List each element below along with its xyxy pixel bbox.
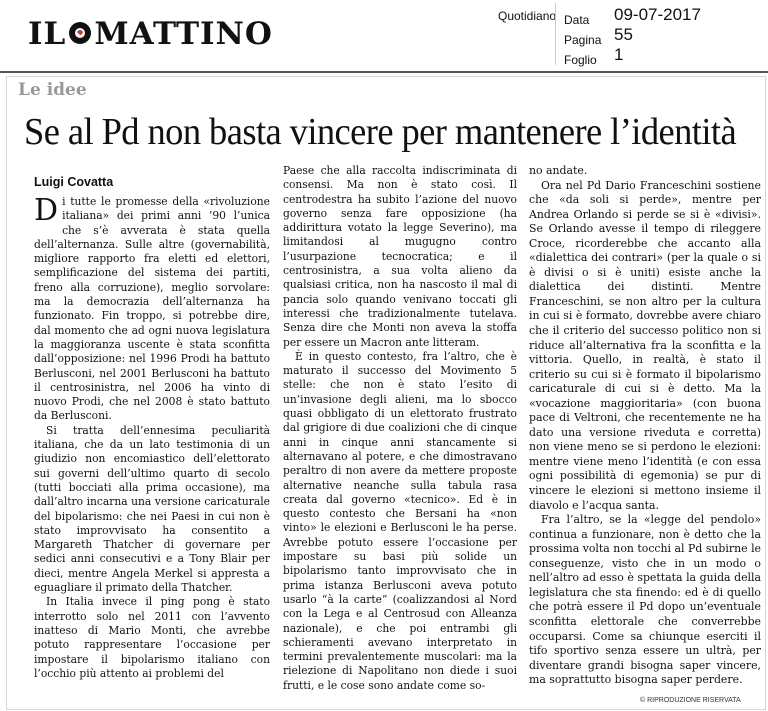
logo-text-il: IL — [28, 16, 67, 52]
meta-label-page: Pagina — [564, 33, 602, 47]
meta-label-sheet: Foglio — [564, 53, 597, 67]
article-column-1 — [34, 195, 270, 681]
masthead — [0, 0, 768, 70]
masthead-divider — [0, 71, 768, 73]
paragraph-3: In Italia invece il ping pong è stato interrotto solo nel 2011 con l’avvento inatteso di Mario Monti, che avrebbe potuto rappresentare l’occasione per impostare il bipolarismo italiano con l’occhio più attento ai problemi del — [34, 595, 270, 680]
author-byline: Luigi Covatta — [34, 175, 114, 189]
paragraph-4: Paese che alla raccolta indiscriminata di consensi. Ma non è stato così. Il centrodestra ha subito l’azione del nuovo governo senza fare opposizione (ha addirittura votato la legge Severino), ma limitandosi al mugugno contro l’usurpazione tecnocratica; e il centrosinistra, a sua volta alieno da qualsiasi critica, non ha nascosto il mal di pancia solo quando venivano toccati gli interessi che tradizionalmente tutelava. Senza dire che Monti non aveva la stoffa per essere un Macron ante litteram. — [283, 164, 517, 349]
meta-label-date: Data — [564, 13, 590, 27]
paragraph-8: Fra l’altro, se la «legge del pendolo» continua a funzionare, non è detto che la prossima volta non tocchi al Pd subirne le conseguenze, visto che in un modo o nell’altro ad esso è spettata la guida della legislatura che sta finendo: ed è di quello che potrà essere il Pd dopo un’eventuale sconfitta elettorale che converrebbe occuparsi. Come sa chiunque eserciti il tifo sportivo senza essere un ultrà, per diventare grandi bisogna saper vincere, ma soprattutto bisogna saper perdere. — [529, 513, 761, 687]
paragraph-6: no andate. — [529, 164, 588, 177]
rubric: Le idee — [18, 80, 87, 100]
paragraph-1: Di tutte le promesse della «rivoluzione italiana» dei primi anni ’90 l’unica che s’è avverata è stata quella dell’alternanza. Sulle altre (governabilità, migliore rapporto fra eletti ed elettori, semplificazione del sistema dei partiti, freno alla corruzione), meglio sorvolare: ma la democrazia dell’alternanza ha funzionato. Fin troppo, si potrebbe dire, dal momento che ad ogni nuova legislatura la maggioranza uscente è stata sconfitta dall’opposizione: nel 1996 Prodi ha battuto Berlusconi, nel 2001 Berlusconi ha battuto il centrosinistra, nel 2006 ha vinto di nuovo Prodi, che nel 2008 è stato battuto da Berlusconi. — [34, 193, 270, 423]
section-label: Quotidiano — [498, 9, 557, 23]
article-column-3 — [529, 164, 761, 688]
newspaper-logo — [28, 16, 273, 52]
paragraph-5: È in questo contesto, fra l’altro, che è maturato il successo del Movimento 5 stelle: che non è stato l’esito di un’invasione degli alieni, ma lo sbocco quasi obbligato di un elettorato frustrato dal grigiore di due coalizioni che di cinque anni in cinque anni stancamente si alternavano al potere, e che dimostravano peraltro di non avere da mettere proposte alternative neanche sulla tabula rasa creata dal governo «tecnico». Ed è in questo contesto che Bersani ha «non vinto» le elezioni e Berlusconi le ha perse. Avrebbe potuto essere l’occasione per impostare su basi più solide un bipolarismo tanto improvvisato che in prima istanza Berlusconi aveva potuto usarlo “à la carte” (coalizzandosi al Nord con la Lega e al Centrosud con Alleanza nazionale), e che poi entrambi gli schieramenti avevano interpretato in termini prevalentemente muscolari: ma la rielezione di Napolitano non diede i suoi frutti, e le cose sono andate come so- — [283, 349, 517, 692]
logo-text-mattino: MATTINO — [94, 16, 273, 52]
rooster-icon — [67, 20, 93, 46]
publication-meta — [555, 3, 766, 65]
headline: Se al Pd non basta vincere per mantenere l’identità — [24, 111, 737, 153]
paragraph-7: Ora nel Pd Dario Franceschini sostiene che «da soli si perde», mentre per Andrea Orlando si perde se si è «divisi». Se Orlando avesse il tempo di rileggere Croce, ricorderebbe che accanto alla «dialettica dei contrari» (per la quale o si è divisi o si è uniti) esiste anche la dialettica dei distinti. Mentre Franceschini, se non altro per la cultura in cui si è formato, dovrebbe avere chiaro che il criterio del successo politico non si riduce all’alternativa fra la sconfitta e la vittoria. Quello, in realtà, è stato il criterio su cui si è formato il bipolarismo caricaturale di cui si è detto. Ma la «vocazione maggioritaria» (con buona pace di Veltroni, che recentemente ne ha dato una versione riveduta e corretta) non viene meno se si perdono le elezioni: mentre viene meno l’identità (e con essa ogni possibilità di egemonia) se pur di vincere le elezioni si mettono insieme il diavolo e l’acqua santa. — [529, 178, 761, 512]
drop-cap: D — [34, 193, 59, 228]
copyright-notice: © RIPRODUZIONE RISERVATA — [640, 697, 741, 704]
article-column-2 — [283, 164, 517, 693]
paragraph-2: Si tratta dell’ennesima peculiarità italiana, che da un lato testimonia di un giudizio non encomiastico dell’elettorato sui governi dell’ultimo quarto di secolo (tutti bocciati alla prima occasione), ma dall’altro incarna una versione caricaturale del bipolarismo: che nei Paesi in cui non è stato improvvisato ha consentito a Margareth Thatcher di governare per sedici anni consecutivi e a Tony Blair per dieci, mentre Angela Merkel si appresta a eguagliare il primato della Thatcher. — [34, 423, 270, 595]
meta-value-date: 09-07-2017 — [614, 5, 701, 24]
meta-value-page: 55 — [614, 25, 633, 44]
meta-value-sheet: 1 — [614, 45, 624, 64]
